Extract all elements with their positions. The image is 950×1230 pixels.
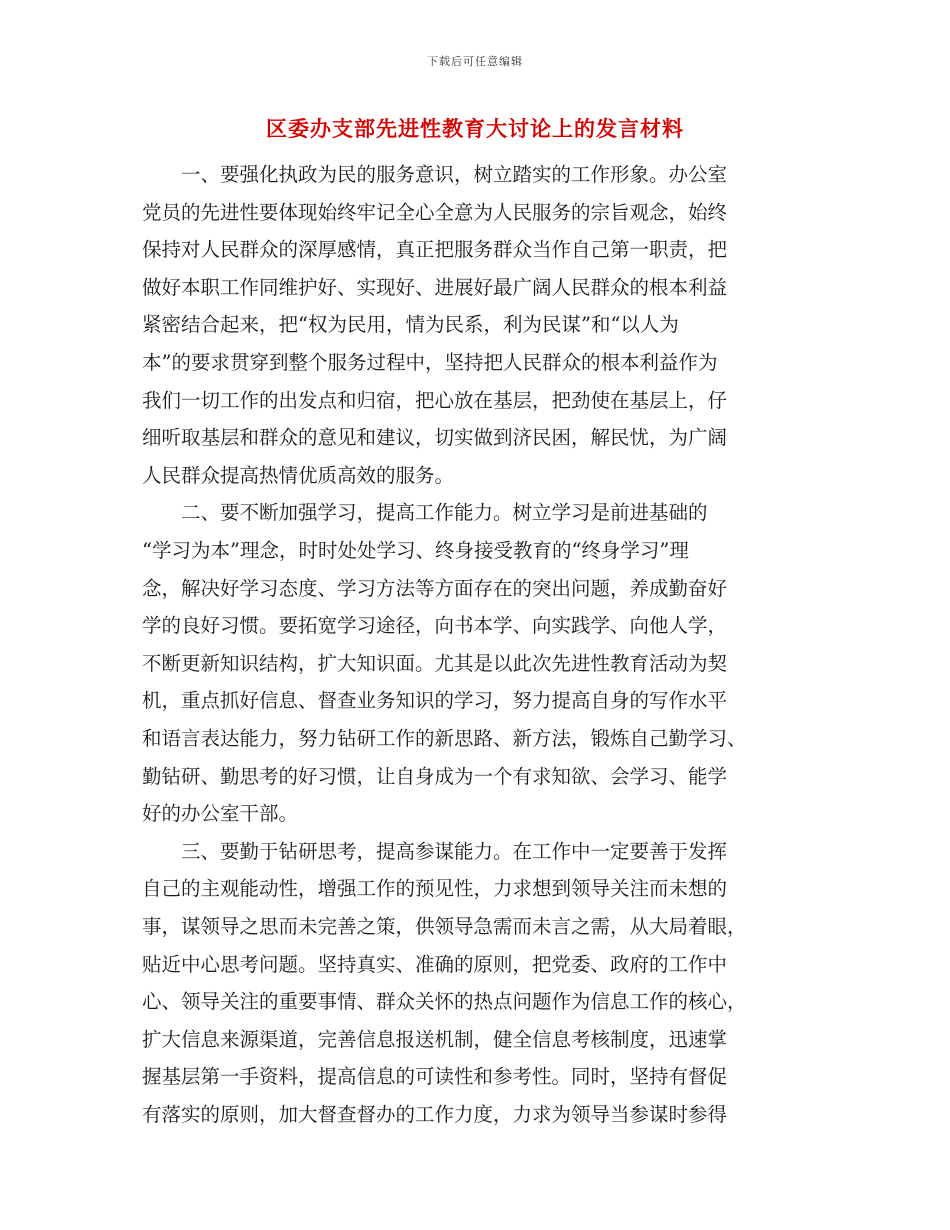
body-line: 三、要勤于钻研思考，提高参谋能力。在工作中一定要善于发挥 <box>142 839 728 863</box>
body-line: 本”的要求贯穿到整个服务过程中，坚持把人民群众的根本利益作为 <box>142 351 718 374</box>
body-line: 人民群众提高热情优质高效的服务。 <box>142 463 455 487</box>
body-line: 自己的主观能动性，增强工作的预见性，力求想到领导关注而未想的 <box>142 877 728 901</box>
body-line: 党员的先进性要体现始终牢记全心全意为人民服务的宗旨观念，始终 <box>142 200 728 224</box>
body-line: 贴近中心思考问题。坚持真实、准确的原则，把党委、政府的工作中 <box>142 952 728 976</box>
header-note: 下载后可任意编辑 <box>427 55 523 68</box>
body-line: 扩大信息来源渠道，完善信息报送机制，健全信息考核制度，迅速掌 <box>142 1027 728 1051</box>
body-line: 勤钻研、勤思考的好习惯，让自身成为一个有求知欲、会学习、能学 <box>142 764 728 788</box>
body-line: 细听取基层和群众的意见和建议，切实做到济民困，解民忧，为广阔 <box>142 426 728 450</box>
body-line: 学的良好习惯。要拓宽学习途径，向书本学、向实践学、向他人学， <box>142 614 728 638</box>
body-line: “学习为本”理念，时时处处学习、终身接受教育的“终身学习”理 <box>142 539 689 562</box>
body-line: 保持对人民群众的深厚感情，真正把服务群众当作自己第一职责，把 <box>142 238 728 262</box>
body-line: 有落实的原则，加大督查督办的工作力度，力求为领导当参谋时参得 <box>142 1103 728 1126</box>
body-line: 心、领导关注的重要事情、群众关怀的热点问题作为信息工作的核心， <box>142 990 747 1014</box>
body-line: 紧密结合起来，把“权为民用，情为民系，利为民谋”和“以人为 <box>142 313 679 337</box>
document-title: 区委办支部先进性教育大讨论上的发言材料 <box>266 116 684 141</box>
body-line: 一、要强化执政为民的服务意识，树立踏实的工作形象。办公室 <box>142 163 728 186</box>
body-line: 我们一切工作的出发点和归宿，把心放在基层，把劲使在基层上，仔 <box>142 388 728 412</box>
body-line: 握基层第一手资料，提高信息的可读性和参考性。同时，坚持有督促 <box>142 1065 728 1089</box>
body-line: 不断更新知识结构，扩大知识面。尤其是以此次先进性教育活动为契 <box>142 651 728 675</box>
body-line: 二、要不断加强学习，提高工作能力。树立学习是前进基础的 <box>142 501 708 525</box>
body-line: 机，重点抓好信息、督查业务知识的学习，努力提高自身的写作水平 <box>142 689 728 713</box>
body-line: 和语言表达能力，努力钻研工作的新思路、新方法，锻炼自己勤学习、 <box>142 727 747 750</box>
body-line: 做好本职工作同维护好、实现好、进展好最广阔人民群众的根本利益 <box>142 275 728 299</box>
body-line: 事，谋领导之思而未完善之策，供领导急需而未言之需，从大局着眼， <box>142 915 747 938</box>
body-line: 好的办公室干部。 <box>142 802 299 826</box>
body-line: 念，解决好学习态度、学习方法等方面存在的突出问题，养成勤奋好 <box>142 576 728 600</box>
